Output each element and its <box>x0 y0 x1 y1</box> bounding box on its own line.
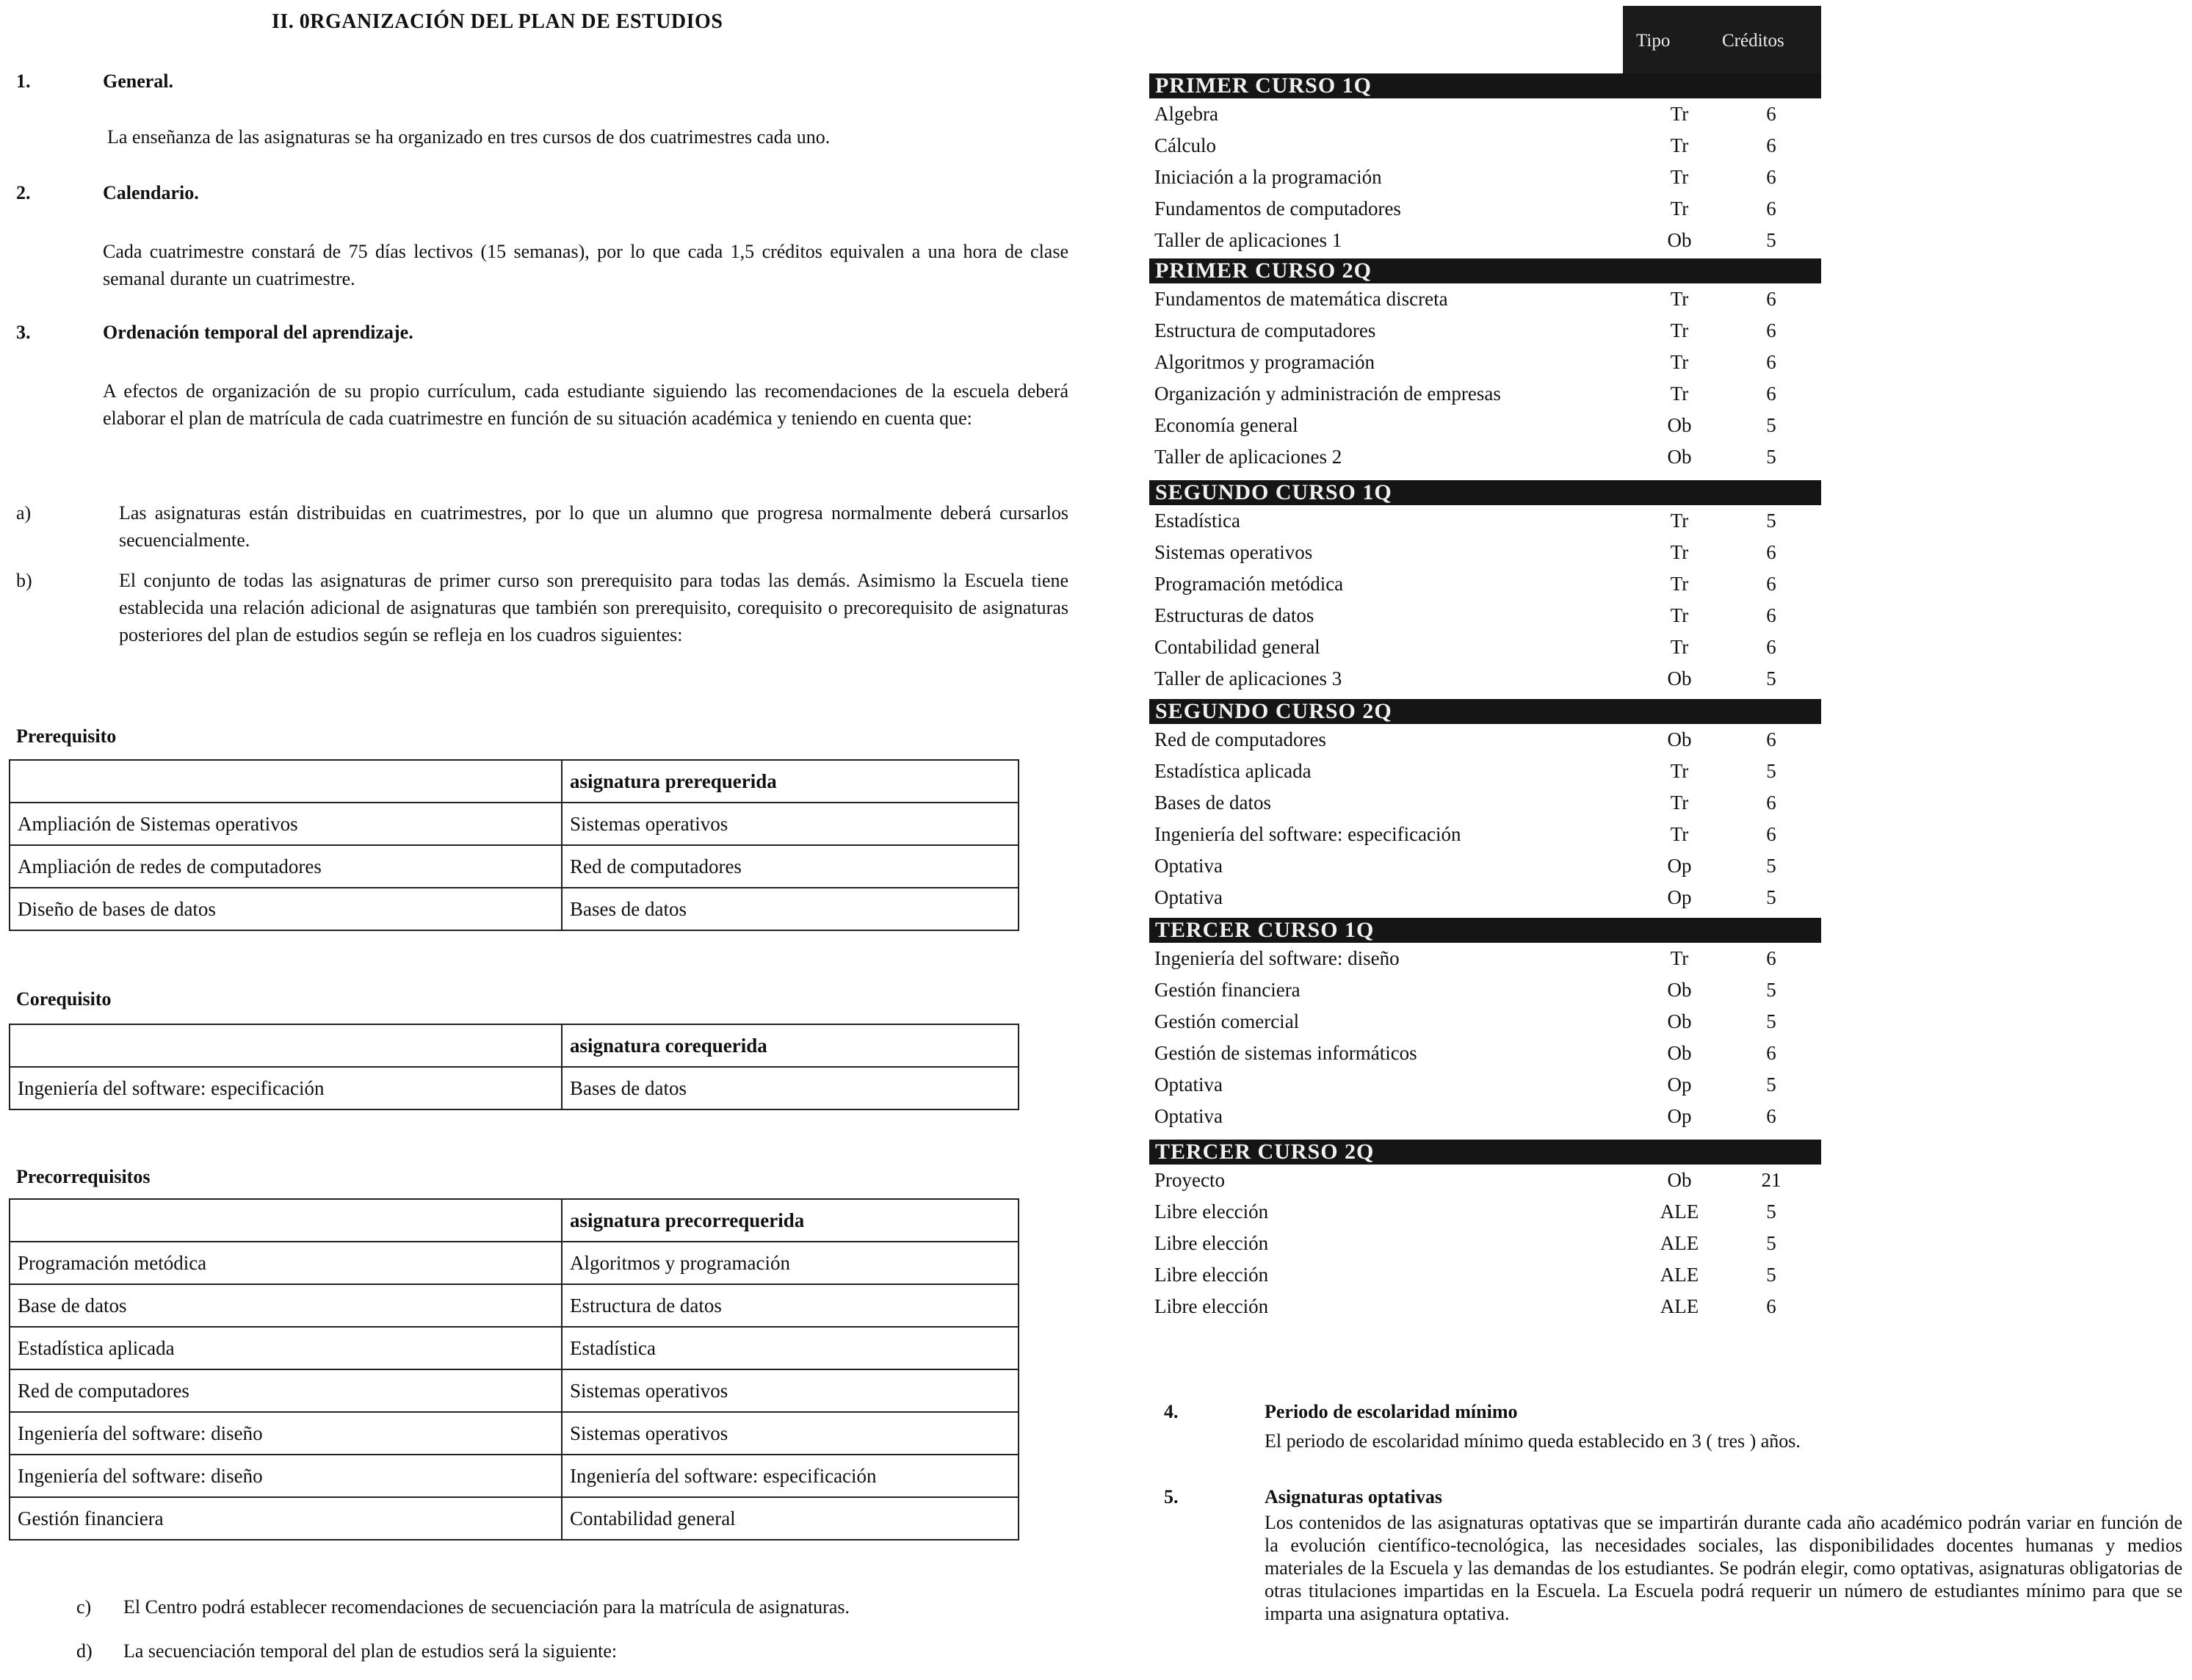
subject-type: Tr <box>1670 319 1689 341</box>
subject-name: Cálculo <box>1154 134 1216 156</box>
prereq-header-empty <box>10 760 562 803</box>
subject-type: Ob <box>1667 414 1692 436</box>
table-cell: Ampliación de Sistemas operativos <box>10 803 562 845</box>
subject-credits: 5 <box>1766 229 1776 251</box>
table-row <box>1154 98 1815 130</box>
prereq-table <box>9 759 1019 931</box>
section-1-title: General. <box>103 70 174 92</box>
subject-type: Ob <box>1667 979 1692 1001</box>
subject-name: Fundamentos de computadores <box>1154 198 1401 220</box>
table-row <box>1154 600 1815 631</box>
table-cell: Sistemas operativos <box>562 1412 1019 1455</box>
subject-name: Algebra <box>1154 103 1218 125</box>
table-cell: Ingeniería del software: diseño <box>10 1455 562 1497</box>
precoreq-header: asignatura precorrequerida <box>562 1199 1019 1242</box>
subject-type: Tr <box>1670 760 1689 782</box>
table-cell: Estructura de datos <box>562 1284 1019 1327</box>
subject-name: Algoritmos y programación <box>1154 351 1375 373</box>
subject-name: Sistemas operativos <box>1154 541 1313 563</box>
section-2-text: Cada cuatrimestre constará de 75 días lectivos (15 semanas), por lo que cada 1,5 créditos equivalen a una hora de clase semanal durante un cuatrimestre. <box>103 241 1068 289</box>
table-cell: Diseño de bases de datos <box>10 888 562 930</box>
table-row <box>10 888 1019 930</box>
subject-credits: 5 <box>1766 1264 1776 1286</box>
table-cell: Ingeniería del software: especificación <box>10 1067 562 1109</box>
subject-type: ALE <box>1660 1264 1699 1286</box>
table-row <box>1154 1101 1815 1132</box>
table-row <box>1154 378 1815 410</box>
subject-name: Libre elección <box>1154 1201 1269 1223</box>
subject-type: Tr <box>1670 134 1689 156</box>
subject-credits: 5 <box>1766 446 1776 468</box>
coreq-header-empty <box>10 1024 562 1067</box>
table-row <box>1154 162 1815 193</box>
subject-type: Ob <box>1667 229 1692 251</box>
subject-credits: 6 <box>1766 636 1776 658</box>
table-row <box>1154 283 1815 315</box>
table-row <box>1154 315 1815 347</box>
table-row <box>1154 1259 1815 1291</box>
subject-credits: 6 <box>1766 792 1776 814</box>
subject-name: Gestión de sistemas informáticos <box>1154 1042 1417 1064</box>
section-2-title: Calendario. <box>103 182 199 203</box>
subject-credits: 6 <box>1766 1105 1776 1127</box>
subject-type: Ob <box>1667 667 1692 689</box>
subject-type: ALE <box>1660 1232 1699 1254</box>
item-a-text: Las asignaturas están distribuidas en cuatrimestres, por lo que un alumno que progresa normalmente deberá cursarlos secuencialmente. <box>119 502 1068 551</box>
table-row <box>1154 1069 1815 1101</box>
table-row <box>1154 225 1815 256</box>
item-c-mark: c) <box>76 1596 92 1618</box>
table-cell: Sistemas operativos <box>562 1369 1019 1412</box>
table-cell: Bases de datos <box>562 1067 1019 1109</box>
subject-type: Tr <box>1670 947 1689 969</box>
table-cell: Red de computadores <box>562 845 1019 888</box>
subject-credits: 6 <box>1766 947 1776 969</box>
table-row <box>1154 193 1815 225</box>
subject-type: Tr <box>1670 166 1689 188</box>
subject-name: Organización y administración de empresas <box>1154 383 1501 405</box>
table-row <box>10 1412 1019 1455</box>
subject-credits: 6 <box>1766 166 1776 188</box>
table-row <box>1154 1228 1815 1259</box>
item-d-mark: d) <box>76 1640 93 1662</box>
table-cell: Red de computadores <box>10 1369 562 1412</box>
section-4-title: Periodo de escolaridad mínimo <box>1265 1401 1518 1422</box>
subject-type: Tr <box>1670 541 1689 563</box>
subject-credits: 5 <box>1766 979 1776 1001</box>
table-row <box>1154 537 1815 568</box>
subject-credits: 5 <box>1766 760 1776 782</box>
subject-type: Op <box>1667 886 1692 908</box>
table-cell: Contabilidad general <box>562 1497 1019 1540</box>
col-tipo: Tipo <box>1636 31 1671 51</box>
plan-block-header: SEGUNDO CURSO 2Q <box>1149 699 1821 724</box>
subject-name: Taller de aplicaciones 2 <box>1154 446 1342 468</box>
plan-block-header: PRIMER CURSO 2Q <box>1149 258 1821 283</box>
section-4-number: 4. <box>1164 1401 1179 1422</box>
subject-name: Estructuras de datos <box>1154 604 1314 626</box>
subject-credits: 6 <box>1766 604 1776 626</box>
table-cell: Algoritmos y programación <box>562 1242 1019 1284</box>
subject-name: Proyecto <box>1154 1169 1225 1191</box>
subject-name: Libre elección <box>1154 1264 1269 1286</box>
table-row <box>1154 882 1815 913</box>
item-d-text: La secuenciación temporal del plan de estudios será la siguiente: <box>123 1640 618 1662</box>
table-row <box>10 1369 1019 1412</box>
table-row <box>1154 441 1815 473</box>
table-cell: Bases de datos <box>562 888 1019 930</box>
subject-credits: 6 <box>1766 1042 1776 1064</box>
subject-name: Libre elección <box>1154 1232 1269 1254</box>
prereq-header: asignatura prerequerida <box>562 760 1019 803</box>
subject-credits: 5 <box>1766 855 1776 877</box>
table-row <box>1154 347 1815 378</box>
table-row <box>10 1067 1019 1109</box>
subject-type: Tr <box>1670 510 1689 532</box>
table-row <box>1154 787 1815 819</box>
subject-credits: 6 <box>1766 319 1776 341</box>
table-cell: Estadística aplicada <box>10 1327 562 1369</box>
table-cell: Gestión financiera <box>10 1497 562 1540</box>
table-cell: Ingeniería del software: diseño <box>10 1412 562 1455</box>
table-row <box>10 1455 1019 1497</box>
subject-type: Tr <box>1670 383 1689 405</box>
table-row <box>1154 130 1815 162</box>
subject-credits: 6 <box>1766 198 1776 220</box>
subject-credits: 5 <box>1766 1073 1776 1096</box>
subject-name: Taller de aplicaciones 1 <box>1154 229 1342 251</box>
subject-type: Op <box>1667 1073 1692 1096</box>
col-creditos: Créditos <box>1722 31 1784 51</box>
table-row <box>1154 756 1815 787</box>
precoreq-table <box>9 1198 1019 1540</box>
table-row <box>1154 663 1815 695</box>
table-row <box>1154 1038 1815 1069</box>
page-title: II. 0RGANIZACIÓN DEL PLAN DE ESTUDIOS <box>272 10 723 33</box>
subject-type: Ob <box>1667 728 1692 750</box>
precoreq-label: Precorrequisitos <box>16 1166 151 1187</box>
table-cell: Ingeniería del software: especificación <box>562 1455 1019 1497</box>
item-b-mark: b) <box>16 570 32 591</box>
subject-type: Tr <box>1670 288 1689 310</box>
table-row <box>1154 850 1815 882</box>
item-c-text: El Centro podrá establecer recomendaciones de secuenciación para la matrícula de asignaturas. <box>123 1596 850 1618</box>
subject-credits: 5 <box>1766 1010 1776 1032</box>
section-1-number: 1. <box>16 70 31 92</box>
table-row <box>10 1497 1019 1540</box>
subject-name: Economía general <box>1154 414 1298 436</box>
subject-name: Optativa <box>1154 1073 1223 1096</box>
plan-block-header: SEGUNDO CURSO 1Q <box>1149 480 1821 505</box>
table-cell: Sistemas operativos <box>562 803 1019 845</box>
subject-type: Tr <box>1670 351 1689 373</box>
table-row <box>1154 943 1815 974</box>
subject-credits: 5 <box>1766 414 1776 436</box>
subject-name: Libre elección <box>1154 1295 1269 1317</box>
section-1-text: La enseñanza de las asignaturas se ha organizado en tres cursos de dos cuatrimestres cada uno. <box>107 126 831 148</box>
table-row <box>1154 1006 1815 1038</box>
table-row <box>1154 1165 1815 1196</box>
section-2-number: 2. <box>16 182 31 203</box>
subject-credits: 5 <box>1766 1232 1776 1254</box>
subject-type: Op <box>1667 855 1692 877</box>
precoreq-header-empty <box>10 1199 562 1242</box>
subject-credits: 5 <box>1766 510 1776 532</box>
table-row <box>10 1284 1019 1327</box>
subject-type: Ob <box>1667 446 1692 468</box>
section-5-text: Los contenidos de las asignaturas optativas que se impartirán durante cada año académico podrán variar en función de la evolución científico-tecnológica, las necesidades sociales, las disponibilidades docentes humanas y medios materiales de la Escuela y las demandas de los estudiantes. Se podrán elegir, como optativas, asignaturas obligatorias de otras titulaciones impartidas en la Escuela. La Escuela podrá requerir un número de estudiantes mínimo para que se imparta una asignatura optativa. <box>1265 1512 2182 1624</box>
coreq-label: Corequisito <box>16 988 112 1010</box>
subject-name: Gestión financiera <box>1154 979 1301 1001</box>
section-3-title: Ordenación temporal del aprendizaje. <box>103 322 413 343</box>
section-3-number: 3. <box>16 322 31 343</box>
subject-type: Ob <box>1667 1010 1692 1032</box>
subject-name: Taller de aplicaciones 3 <box>1154 667 1342 689</box>
subject-name: Red de computadores <box>1154 728 1326 750</box>
subject-name: Bases de datos <box>1154 792 1271 814</box>
table-row <box>1154 724 1815 756</box>
table-row <box>10 845 1019 888</box>
plan-header <box>1623 6 1821 73</box>
subject-name: Ingeniería del software: especificación <box>1154 823 1461 845</box>
subject-credits: 6 <box>1766 573 1776 595</box>
subject-type: Tr <box>1670 198 1689 220</box>
table-row <box>10 1327 1019 1369</box>
subject-name: Fundamentos de matemática discreta <box>1154 288 1448 310</box>
subject-name: Estructura de computadores <box>1154 319 1376 341</box>
subject-credits: 6 <box>1766 823 1776 845</box>
plan-block-header: PRIMER CURSO 1Q <box>1149 73 1821 98</box>
section-5-number: 5. <box>1164 1486 1179 1507</box>
item-a-mark: a) <box>16 502 32 524</box>
table-row <box>1154 410 1815 441</box>
coreq-header: asignatura corequerida <box>562 1024 1019 1067</box>
subject-credits: 6 <box>1766 351 1776 373</box>
table-row <box>10 1242 1019 1284</box>
subject-type: ALE <box>1660 1295 1699 1317</box>
section-5-title: Asignaturas optativas <box>1265 1486 1442 1507</box>
subject-credits: 5 <box>1766 1201 1776 1223</box>
subject-type: Ob <box>1667 1169 1692 1191</box>
subject-name: Estadística <box>1154 510 1240 532</box>
subject-type: Ob <box>1667 1042 1692 1064</box>
subject-credits: 5 <box>1766 667 1776 689</box>
subject-type: Op <box>1667 1105 1692 1127</box>
table-cell: Estadística <box>562 1327 1019 1369</box>
subject-credits: 6 <box>1766 541 1776 563</box>
subject-type: Tr <box>1670 636 1689 658</box>
plan-block-header: TERCER CURSO 2Q <box>1149 1140 1821 1165</box>
table-row <box>1154 1196 1815 1228</box>
subject-type: ALE <box>1660 1201 1699 1223</box>
coreq-table <box>9 1024 1019 1110</box>
table-row <box>1154 631 1815 663</box>
subject-name: Estadística aplicada <box>1154 760 1312 782</box>
table-row <box>1154 1291 1815 1322</box>
subject-type: Tr <box>1670 573 1689 595</box>
subject-name: Contabilidad general <box>1154 636 1320 658</box>
subject-credits: 6 <box>1766 103 1776 125</box>
table-cell: Ampliación de redes de computadores <box>10 845 562 888</box>
table-cell: Base de datos <box>10 1284 562 1327</box>
table-row <box>1154 974 1815 1006</box>
table-row <box>1154 505 1815 537</box>
subject-name: Ingeniería del software: diseño <box>1154 947 1400 969</box>
subject-type: Tr <box>1670 823 1689 845</box>
table-row <box>10 803 1019 845</box>
subject-name: Optativa <box>1154 855 1223 877</box>
section-4-text: El periodo de escolaridad mínimo queda establecido en 3 ( tres ) años. <box>1265 1430 1801 1452</box>
subject-credits: 6 <box>1766 288 1776 310</box>
subject-name: Iniciación a la programación <box>1154 166 1382 188</box>
section-3-text: A efectos de organización de su propio currículum, cada estudiante siguiendo las recomendaciones de la escuela deberá elaborar el plan de matrícula de cada cuatrimestre en función de su situación académica y teniendo en cuenta que: <box>103 380 1068 429</box>
subject-credits: 21 <box>1761 1169 1782 1191</box>
subject-type: Tr <box>1670 604 1689 626</box>
table-row <box>1154 819 1815 850</box>
subject-name: Programación metódica <box>1154 573 1344 595</box>
subject-credits: 6 <box>1766 383 1776 405</box>
subject-name: Optativa <box>1154 1105 1223 1127</box>
item-b-text: El conjunto de todas las asignaturas de primer curso son prerequisito para todas las demás. Asimismo la Escuela tiene establecida una relación adicional de asignaturas que también son prerequisito, corequisito o precorequisito de asignaturas posteriores del plan de estudios según se refleja en los cuadros siguientes: <box>119 570 1068 645</box>
table-cell: Programación metódica <box>10 1242 562 1284</box>
subject-type: Tr <box>1670 103 1689 125</box>
plan-block-header: TERCER CURSO 1Q <box>1149 918 1821 943</box>
subject-name: Optativa <box>1154 886 1223 908</box>
subject-credits: 5 <box>1766 886 1776 908</box>
table-row <box>1154 568 1815 600</box>
prereq-label: Prerequisito <box>16 725 117 747</box>
subject-type: Tr <box>1670 792 1689 814</box>
subject-credits: 6 <box>1766 1295 1776 1317</box>
subject-name: Gestión comercial <box>1154 1010 1300 1032</box>
subject-credits: 6 <box>1766 728 1776 750</box>
subject-credits: 6 <box>1766 134 1776 156</box>
